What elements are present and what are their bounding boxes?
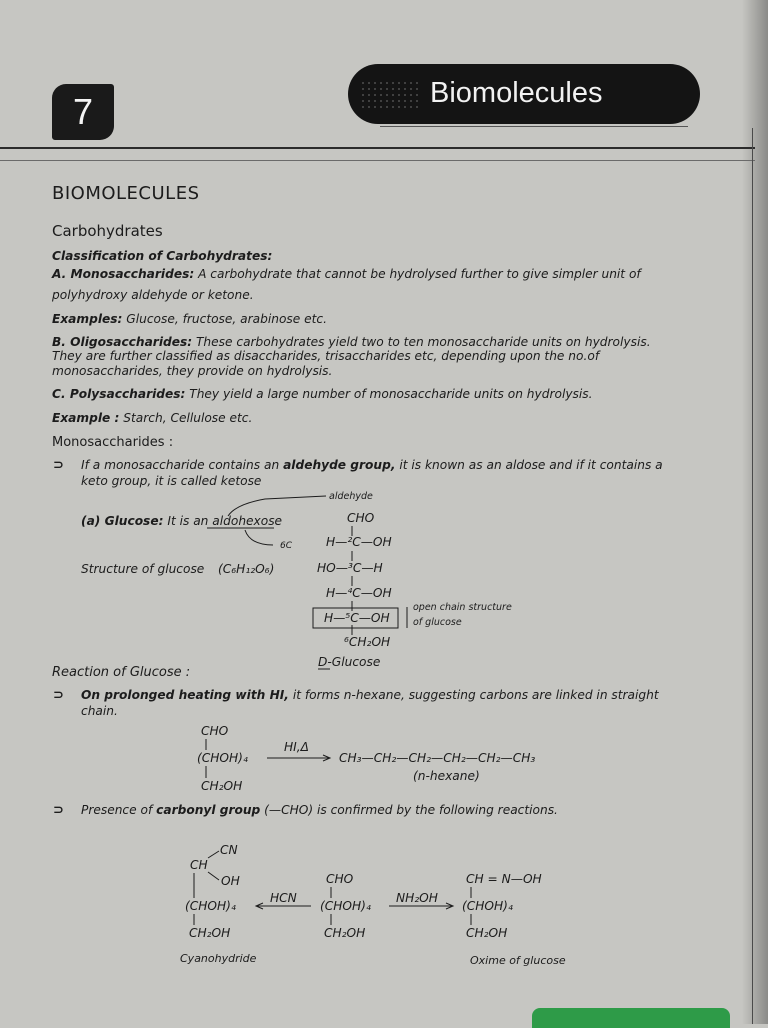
n-hexane-name: (n-hexane) — [413, 769, 480, 783]
examples-label: Examples: — [52, 312, 123, 326]
example-label: Example : — [52, 411, 120, 425]
cyanohydrin-name: Cyanohydride — [180, 952, 257, 965]
oligo-text-line-2: They are further classified as disaccharides, trisaccharides etc, depending upon the no.of — [52, 349, 600, 363]
bullet-1-text-c: it is known as an aldose and if it contains a — [399, 458, 663, 472]
sub-heading: Carbohydrates — [52, 222, 163, 240]
glucose-label: (a) Glucose: — [81, 514, 164, 528]
cyanohydrin-chain: (CHOH)₄ — [185, 899, 236, 913]
hi-reactant-cho: CHO — [201, 724, 229, 738]
n-hexane-formula: CH₃—CH₂—CH₂—CH₂—CH₂—CH₃ — [339, 751, 536, 765]
bullet-icon: ⊃ — [53, 803, 64, 818]
glucose-ch2oh: CH₂OH — [324, 926, 366, 940]
oligo-label: B. Oligosaccharides: — [52, 335, 193, 349]
aldehyde-label: aldehyde — [329, 491, 373, 502]
oxime-name: Oxime of glucose — [470, 954, 566, 967]
glucose-row-4: H—⁴C—OH — [326, 586, 392, 600]
chapter-number-badge: 7 — [52, 84, 114, 140]
bullet-1-text-bold: aldehyde group, — [283, 458, 396, 472]
open-chain-note-2: of glucose — [413, 617, 462, 628]
bullet-icon: ⊃ — [53, 458, 64, 473]
glucose-text: It is an aldohexose — [167, 514, 283, 528]
mono-label: A. Monosaccharides: — [52, 267, 195, 281]
glucose-row-1: CHO — [347, 511, 375, 525]
glucose-cho: CHO — [326, 872, 354, 886]
reaction-heading: Reaction of Glucose : — [52, 665, 191, 680]
bullet-2-text: it forms n-hexane, suggesting carbons are linked in straight — [292, 688, 659, 702]
page-corner-tab — [532, 1008, 730, 1028]
examples-text: Glucose, fructose, arabinose etc. — [126, 312, 327, 326]
highlight-box — [313, 608, 398, 628]
structure-of-glucose-label: Structure of glucose — [81, 562, 205, 576]
glucose-row-2: H—²C—OH — [326, 535, 392, 549]
glucose-formula: (C₆H₁₂O₆) — [218, 562, 275, 576]
classification-heading: Classification of Carbohydrates: — [52, 249, 273, 263]
poly-label: C. Polysaccharides: — [52, 387, 186, 401]
poly-text: They yield a large number of monosaccharide units on hydrolysis. — [189, 387, 593, 401]
cyanohydrin-ch: CH — [190, 858, 208, 872]
d-glucose-label: D-Glucose — [318, 655, 381, 669]
aldehyde-pointer — [228, 496, 326, 516]
bullet-3-text-bold: carbonyl group — [156, 803, 261, 817]
cyanohydrin-cn: CN — [220, 843, 238, 857]
bullet-3-text-a: Presence of — [81, 803, 153, 817]
nh2oh-reagent: NH₂OH — [396, 891, 438, 905]
hi-reagent: HI,Δ — [284, 740, 309, 754]
main-heading: BIOMOLECULES — [52, 183, 200, 204]
six-c-pointer — [245, 530, 273, 545]
glucose-row-5: H—⁵C—OH — [324, 611, 390, 625]
mono-text: A carbohydrate that cannot be hydrolysed further to give simpler unit of — [198, 267, 641, 281]
oligo-text: These carbohydrates yield two to ten monosaccharide units on hydrolysis. — [195, 335, 651, 349]
oligo-text-line-3: monosaccharides, they provide on hydrolysis. — [52, 364, 333, 378]
bullet-2-line-2: chain. — [81, 704, 118, 718]
six-carbon-note: 6C — [280, 541, 293, 551]
cyanohydrin-ch2oh: CH₂OH — [189, 926, 231, 940]
bullet-1-text-a: If a monosaccharide contains an — [81, 458, 280, 472]
hi-reactant-chain: (CHOH)₄ — [197, 751, 248, 765]
hi-reactant-ch2oh: CH₂OH — [201, 779, 243, 793]
bullet-icon: ⊃ — [53, 688, 64, 703]
oxime-head: CH = N—OH — [466, 872, 542, 886]
bullet-1-line-2: keto group, it is called ketose — [81, 474, 262, 488]
bullet-3-text-c: (—CHO) is confirmed by the following reactions. — [264, 803, 558, 817]
open-chain-note-1: open chain structure — [413, 602, 512, 613]
glucose-row-6: ⁶CH₂OH — [344, 635, 391, 649]
oxime-chain: (CHOH)₄ — [462, 899, 513, 913]
glucose-chain: (CHOH)₄ — [320, 899, 371, 913]
glucose-row-3: HO—³C—H — [317, 561, 383, 575]
oxime-ch2oh: CH₂OH — [466, 926, 508, 940]
hcn-reagent: HCN — [270, 891, 297, 905]
example-text: Starch, Cellulose etc. — [123, 411, 253, 425]
monosaccharides-heading: Monosaccharides : — [52, 435, 174, 450]
chapter-title-banner: Biomolecules — [348, 64, 700, 124]
cyanohydrin-oh: OH — [221, 874, 240, 888]
mono-text-line-2: polyhydroxy aldehyde or ketone. — [52, 288, 254, 302]
bullet-2-text-bold: On prolonged heating with HI, — [81, 688, 289, 702]
